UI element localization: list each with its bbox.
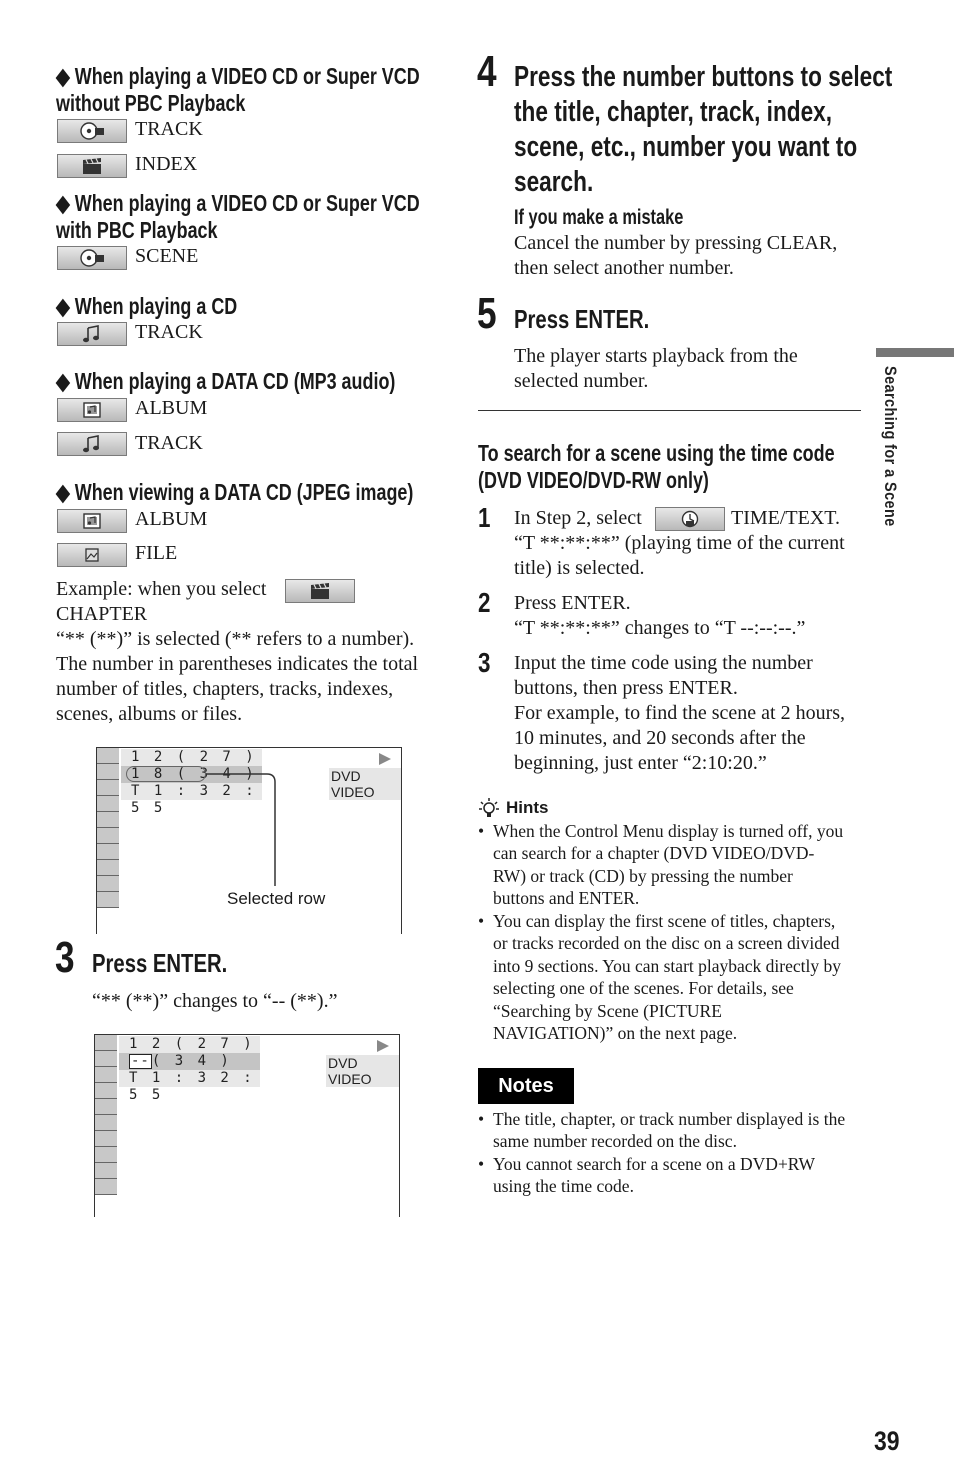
bullet-marker: • bbox=[478, 911, 485, 931]
step-title: Press ENTER. bbox=[514, 304, 650, 334]
step-number: 5 bbox=[477, 289, 497, 338]
hint-bullet: When the Control Menu display is turned off, you can search for a chapter (DVD VIDEO/DVD- RW) or track (CD) by pressing the number buttons and ENTER. bbox=[493, 821, 844, 909]
step-title: Press ENTER. bbox=[92, 948, 228, 978]
sub-step-text: Press ENTER. “T **:**:**” changes to “T --:--:--.” bbox=[514, 592, 806, 639]
section-tab-label: Searching for a Scene bbox=[881, 366, 900, 527]
hints-heading: Hints bbox=[506, 798, 549, 817]
sub-step-text: In Step 2, select bbox=[514, 507, 642, 529]
sub-step-text: Input the time code using the number buttons, then press ENTER. For example, to find the scene at 2 hours, 10 minutes, and 20 seconds after the beginning, just enter “2:10:20.” bbox=[514, 652, 846, 774]
example-line1: Example: when you select bbox=[56, 578, 267, 600]
heading-vcd-pbc: ◆ When playing a VIDEO CD or Super VCD with PBC Playback bbox=[56, 190, 420, 243]
heading-mp3: ◆ When playing a DATA CD (MP3 audio) bbox=[56, 368, 396, 394]
label-track: TRACK bbox=[135, 118, 203, 140]
disc-icon bbox=[57, 119, 127, 143]
disc-icon bbox=[57, 246, 127, 270]
mistake-text: Cancel the number by pressing CLEAR, then select another number. bbox=[514, 232, 838, 279]
menu-row-time: T 1 : 3 2 : 5 5 bbox=[121, 783, 262, 800]
album-icon bbox=[57, 509, 127, 533]
menu-icon-column bbox=[97, 748, 119, 908]
menu-row-title: 1 2 ( 2 7 ) bbox=[121, 749, 262, 766]
sub-step-number: 3 bbox=[478, 647, 491, 678]
control-menu-display bbox=[96, 747, 402, 934]
sub-step-number: 1 bbox=[478, 502, 491, 533]
label-album: ALBUM bbox=[135, 397, 208, 419]
step-text: The player starts playback from the selected number. bbox=[514, 345, 798, 392]
section-tab-bar bbox=[876, 348, 954, 357]
timecode-heading: To search for a scene using the time code (DVD VIDEO/DVD-RW only) bbox=[478, 440, 835, 493]
music-note-icon bbox=[57, 322, 127, 346]
disc-type-badge: DVD VIDEO bbox=[329, 768, 401, 800]
menu-row-chapter-selected: -- ( 3 4 ) bbox=[119, 1053, 260, 1070]
label-scene: SCENE bbox=[135, 245, 199, 267]
hint-bullet: You can display the first scene of titles, chapters, or tracks recorded on the disc on a screen divided into 9 sections. You can start playback directly by selecting one of the scenes. For details, see “Searching by Scene (PICTURE NAVIGATION)” on the next page. bbox=[493, 911, 841, 1044]
sub-step-text: TIME/TEXT. bbox=[731, 507, 841, 529]
step-number: 4 bbox=[477, 47, 497, 96]
play-icon bbox=[379, 753, 391, 765]
music-note-icon bbox=[57, 432, 127, 456]
page-number: 39 bbox=[874, 1426, 900, 1456]
selected-row-callout: Selected row bbox=[227, 889, 326, 908]
control-menu-display bbox=[94, 1034, 400, 1217]
label-album: ALBUM bbox=[135, 508, 208, 530]
note-bullet: You cannot search for a scene on a DVD+RW using the time code. bbox=[493, 1154, 816, 1197]
heading-cd: ◆ When playing a CD bbox=[56, 293, 238, 319]
menu-row-chapter-selected: 1 8 ( 3 4 ) bbox=[121, 766, 262, 783]
label-file: FILE bbox=[135, 542, 178, 564]
clapper-icon bbox=[285, 579, 355, 603]
section-divider bbox=[478, 410, 861, 411]
menu-row-title: 1 2 ( 2 7 ) bbox=[119, 1036, 260, 1053]
step-text: “** (**)” changes to “-- (**).” bbox=[92, 990, 338, 1012]
step-number: 3 bbox=[55, 933, 75, 982]
step-title: Press the number buttons to select the title, chapter, track, index, scene, etc., number you want to search. bbox=[514, 61, 893, 198]
menu-row-time: T 1 : 3 2 : 5 5 bbox=[119, 1070, 260, 1087]
bullet-marker: • bbox=[478, 1109, 485, 1129]
bullet-marker: • bbox=[478, 821, 485, 841]
label-track: TRACK bbox=[135, 432, 203, 454]
disc-type-badge: DVD VIDEO bbox=[326, 1055, 399, 1087]
entry-field: -- bbox=[131, 1053, 150, 1069]
label-index: INDEX bbox=[135, 153, 198, 175]
sub-step-number: 2 bbox=[478, 587, 491, 618]
notes-heading: Notes bbox=[478, 1068, 574, 1104]
album-icon bbox=[57, 398, 127, 422]
clock-text-icon bbox=[655, 507, 725, 531]
sub-step-text: “T **:**:**” (playing time of the current title) is selected. bbox=[514, 532, 845, 579]
menu-icon-column bbox=[95, 1035, 117, 1195]
selection-outline bbox=[126, 766, 206, 782]
callout-line bbox=[205, 772, 280, 892]
example-explanation: “** (**)” is selected (** refers to a number). The number in parentheses indicates the total number of titles, chapters, tracks, indexes, scenes, albums or files. bbox=[56, 628, 419, 725]
image-file-icon bbox=[57, 543, 127, 567]
clapper-icon bbox=[57, 154, 127, 178]
label-track: TRACK bbox=[135, 321, 203, 343]
bullet-marker: • bbox=[478, 1154, 485, 1174]
play-icon bbox=[377, 1040, 389, 1052]
heading-vcd-no-pbc: ◆ When playing a VIDEO CD or Super VCD without PBC Playback bbox=[56, 63, 420, 116]
heading-jpeg: ◆ When viewing a DATA CD (JPEG image) bbox=[56, 479, 414, 505]
mistake-heading: If you make a mistake bbox=[514, 206, 684, 229]
example-chapter: CHAPTER bbox=[56, 603, 148, 625]
lightbulb-icon bbox=[478, 797, 500, 819]
note-bullet: The title, chapter, or track number displayed is the same number recorded on the disc. bbox=[493, 1109, 846, 1152]
